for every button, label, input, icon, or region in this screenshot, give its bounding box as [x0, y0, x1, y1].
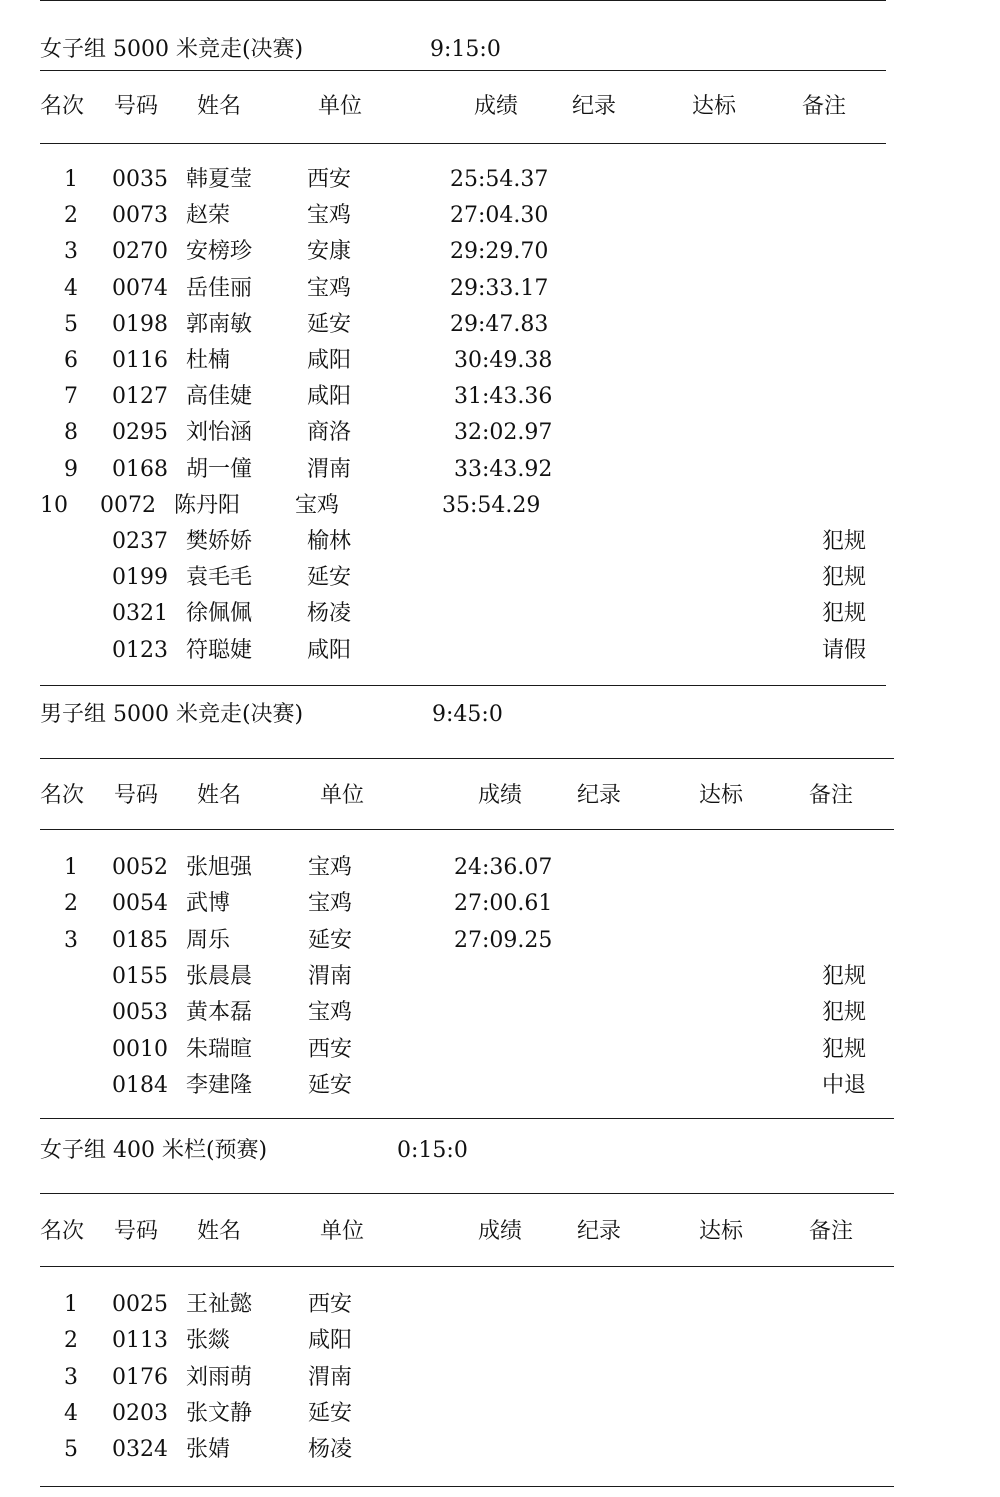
rank-cell: 5	[64, 311, 78, 337]
divider-line	[40, 70, 886, 71]
bib-number-cell: 0127	[112, 384, 168, 410]
bib-number-cell: 0025	[112, 1292, 168, 1317]
column-header: 姓名	[197, 783, 242, 808]
bib-number-cell: 0113	[112, 1328, 168, 1354]
bib-number-cell: 0321	[112, 601, 168, 627]
column-header: 号码	[114, 1219, 159, 1244]
bib-number-cell: 0072	[100, 492, 156, 518]
unit-cell: 咸阳	[307, 637, 352, 663]
bib-number-cell: 0073	[112, 203, 168, 229]
rank-cell: 1	[64, 855, 78, 880]
column-header: 名次	[40, 1219, 85, 1244]
unit-cell: 宝鸡	[308, 891, 353, 917]
rank-cell: 3	[64, 239, 78, 265]
rank-cell: 7	[64, 384, 78, 410]
athlete-name-cell: 张燚	[186, 1328, 231, 1354]
athlete-name-cell: 安榜珍	[186, 239, 253, 265]
bib-number-cell: 0116	[112, 348, 168, 373]
unit-cell: 延安	[308, 1400, 353, 1426]
column-header: 纪录	[577, 783, 622, 808]
unit-cell: 延安	[308, 1072, 353, 1098]
rank-cell: 8	[64, 420, 78, 446]
athlete-name-cell: 郭南敏	[186, 311, 253, 337]
column-header: 号码	[114, 94, 159, 119]
divider-line	[40, 758, 894, 759]
result-cell: 27:00.61	[454, 891, 553, 917]
note-cell: 犯规	[822, 529, 867, 554]
athlete-name-cell: 韩夏莹	[186, 167, 253, 192]
result-cell: 29:47.83	[450, 311, 549, 337]
unit-cell: 渭南	[307, 456, 352, 482]
column-header: 单位	[318, 94, 363, 119]
result-cell: 25:54.37	[450, 167, 549, 192]
bib-number-cell: 0198	[112, 311, 168, 337]
bib-number-cell: 0054	[112, 891, 168, 917]
athlete-name-cell: 刘雨萌	[186, 1364, 253, 1390]
athlete-name-cell: 张旭强	[186, 855, 253, 880]
divider-line	[40, 1193, 894, 1194]
bib-number-cell: 0184	[112, 1072, 168, 1098]
unit-cell: 西安	[308, 1292, 353, 1317]
unit-cell: 宝鸡	[307, 275, 352, 301]
athlete-name-cell: 朱瑞暄	[186, 1036, 253, 1062]
column-header: 达标	[699, 783, 744, 808]
athlete-name-cell: 张文静	[186, 1400, 253, 1426]
athlete-name-cell: 李建隆	[186, 1072, 253, 1098]
column-header: 号码	[114, 783, 159, 808]
unit-cell: 杨凌	[307, 601, 352, 627]
column-header: 姓名	[197, 1219, 242, 1244]
bib-number-cell: 0123	[112, 637, 168, 663]
bib-number-cell: 0176	[112, 1364, 168, 1390]
result-cell: 27:04.30	[450, 203, 549, 229]
section-title: 男子组 5000 米竞走(决赛)	[40, 702, 304, 727]
section-title: 女子组 400 米栏(预赛)	[40, 1138, 268, 1163]
note-cell: 犯规	[822, 601, 867, 627]
rank-cell: 6	[64, 348, 78, 373]
result-cell: 29:29.70	[450, 239, 549, 265]
divider-line	[40, 829, 894, 830]
note-cell: 犯规	[822, 1000, 867, 1026]
rank-cell: 1	[64, 167, 78, 192]
athlete-name-cell: 张晨晨	[186, 963, 253, 989]
bib-number-cell: 0270	[112, 239, 168, 265]
athlete-name-cell: 高佳婕	[186, 384, 253, 410]
column-header: 达标	[692, 94, 737, 119]
unit-cell: 杨凌	[308, 1437, 353, 1463]
rank-cell: 3	[64, 927, 78, 953]
section-time: 9:15:0	[430, 37, 501, 62]
column-header: 姓名	[197, 94, 242, 119]
unit-cell: 咸阳	[307, 348, 352, 373]
column-header: 单位	[320, 783, 365, 808]
rank-cell: 2	[64, 203, 78, 229]
rank-cell: 5	[64, 1437, 78, 1463]
rank-cell: 4	[64, 275, 78, 301]
athlete-name-cell: 杜楠	[186, 348, 231, 373]
section-time: 9:45:0	[432, 702, 503, 727]
bib-number-cell: 0053	[112, 1000, 168, 1026]
result-cell: 27:09.25	[454, 927, 553, 953]
column-header: 纪录	[577, 1219, 622, 1244]
rank-cell: 4	[64, 1400, 78, 1426]
athlete-name-cell: 张婧	[186, 1437, 231, 1463]
result-cell: 32:02.97	[454, 420, 553, 446]
column-header: 名次	[40, 783, 85, 808]
bib-number-cell: 0237	[112, 529, 168, 554]
unit-cell: 渭南	[308, 963, 353, 989]
rank-cell: 2	[64, 891, 78, 917]
unit-cell: 宝鸡	[295, 492, 340, 518]
note-cell: 中退	[822, 1072, 867, 1098]
bib-number-cell: 0199	[112, 565, 168, 591]
section-title: 女子组 5000 米竞走(决赛)	[40, 37, 304, 62]
unit-cell: 西安	[308, 1036, 353, 1062]
rank-cell: 1	[64, 1292, 78, 1317]
divider-line	[40, 0, 886, 1]
result-cell: 35:54.29	[442, 492, 541, 518]
divider-line	[40, 143, 886, 144]
unit-cell: 宝鸡	[308, 1000, 353, 1026]
rank-cell: 9	[64, 456, 78, 482]
athlete-name-cell: 黄本磊	[186, 1000, 253, 1026]
athlete-name-cell: 周乐	[186, 927, 231, 953]
unit-cell: 咸阳	[307, 384, 352, 410]
column-header: 纪录	[572, 94, 617, 119]
column-header: 成绩	[474, 94, 519, 119]
rank-cell: 3	[64, 1364, 78, 1390]
athlete-name-cell: 岳佳丽	[186, 275, 253, 301]
result-cell: 33:43.92	[454, 456, 553, 482]
unit-cell: 延安	[307, 311, 352, 337]
column-header: 备注	[802, 94, 847, 119]
athlete-name-cell: 武博	[186, 891, 231, 917]
athlete-name-cell: 刘怡涵	[186, 420, 253, 446]
unit-cell: 西安	[307, 167, 352, 192]
note-cell: 犯规	[822, 963, 867, 989]
bib-number-cell: 0324	[112, 1437, 168, 1463]
column-header: 达标	[699, 1219, 744, 1244]
athlete-name-cell: 陈丹阳	[174, 492, 241, 518]
athlete-name-cell: 王祉懿	[186, 1292, 253, 1317]
unit-cell: 咸阳	[308, 1328, 353, 1354]
bib-number-cell: 0203	[112, 1400, 168, 1426]
unit-cell: 渭南	[308, 1364, 353, 1390]
unit-cell: 榆林	[307, 529, 352, 554]
note-cell: 犯规	[822, 565, 867, 591]
athlete-name-cell: 袁毛毛	[186, 565, 253, 591]
column-header: 单位	[320, 1219, 365, 1244]
note-cell: 犯规	[822, 1036, 867, 1062]
column-header: 备注	[809, 1219, 854, 1244]
athlete-name-cell: 徐佩佩	[186, 601, 253, 627]
column-header: 成绩	[478, 1219, 523, 1244]
divider-line	[40, 685, 886, 686]
bib-number-cell: 0295	[112, 420, 168, 446]
unit-cell: 商洛	[307, 420, 352, 446]
athlete-name-cell: 赵荣	[186, 203, 231, 229]
unit-cell: 宝鸡	[307, 203, 352, 229]
result-cell: 29:33.17	[450, 275, 549, 301]
divider-line	[40, 1486, 894, 1487]
divider-line	[40, 1118, 894, 1119]
bib-number-cell: 0010	[112, 1036, 168, 1062]
unit-cell: 延安	[308, 927, 353, 953]
result-cell: 31:43.36	[454, 384, 553, 410]
column-header: 名次	[40, 94, 85, 119]
note-cell: 请假	[822, 637, 867, 663]
athlete-name-cell: 符聪婕	[186, 637, 253, 663]
column-header: 备注	[809, 783, 854, 808]
bib-number-cell: 0052	[112, 855, 168, 880]
unit-cell: 宝鸡	[308, 855, 353, 880]
result-cell: 30:49.38	[454, 348, 553, 373]
bib-number-cell: 0035	[112, 167, 168, 192]
result-cell: 24:36.07	[454, 855, 553, 880]
rank-cell: 10	[40, 492, 68, 518]
section-time: 0:15:0	[397, 1138, 468, 1163]
athlete-name-cell: 胡一僮	[186, 456, 253, 482]
divider-line	[40, 1266, 894, 1267]
unit-cell: 延安	[307, 565, 352, 591]
rank-cell: 2	[64, 1328, 78, 1354]
bib-number-cell: 0168	[112, 456, 168, 482]
athlete-name-cell: 樊娇娇	[186, 529, 253, 554]
bib-number-cell: 0185	[112, 927, 168, 953]
bib-number-cell: 0074	[112, 275, 168, 301]
bib-number-cell: 0155	[112, 963, 168, 989]
column-header: 成绩	[478, 783, 523, 808]
unit-cell: 安康	[307, 239, 352, 265]
